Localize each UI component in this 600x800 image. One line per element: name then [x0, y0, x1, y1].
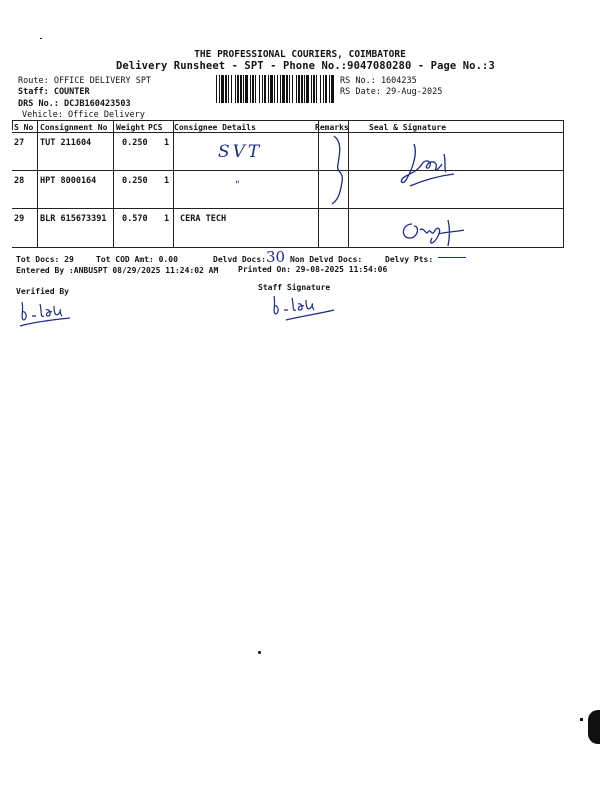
- signature-icon: [398, 214, 468, 252]
- non-delivered-docs: Non Delvd Docs:: [290, 255, 363, 264]
- cell-sno: 29: [14, 214, 25, 224]
- route-label: Route: OFFICE DELIVERY SPT: [18, 76, 152, 86]
- cell-pcs: 1: [164, 214, 170, 224]
- row-divider: [12, 208, 564, 209]
- rs-date: RS Date: 29-Aug-2025: [340, 87, 443, 97]
- delivered-docs: Delvd Docs:: [213, 255, 266, 264]
- drs-label: DRS No.: DCJB160423503: [18, 99, 131, 109]
- cell-consignee: CERA TECH: [180, 214, 227, 224]
- row-divider: [12, 170, 564, 171]
- col-divider: [113, 120, 114, 247]
- handwritten-dash: [438, 257, 466, 258]
- col-divider: [37, 120, 38, 247]
- printed-on: Printed On: 29-08-2025 11:54:06: [238, 265, 388, 274]
- col-divider: [563, 120, 564, 247]
- delivery-points: Delvy Pts:: [385, 255, 434, 264]
- header-pcs: PCS: [148, 123, 163, 132]
- table-header-border: [12, 132, 564, 133]
- cell-weight: 0.570: [122, 214, 148, 224]
- scan-speck: [40, 38, 42, 39]
- header-remarks: Remarks: [315, 123, 349, 132]
- col-divider: [12, 120, 13, 130]
- entered-by: Entered By :ANBUSPT 08/29/2025 11:24:02 AM: [16, 266, 219, 275]
- company-name: THE PROFESSIONAL COURIERS, COIMBATORE: [194, 49, 406, 60]
- binding-mark: [588, 710, 600, 744]
- handwritten-note: SVT: [218, 142, 263, 162]
- cell-weight: 0.250: [122, 138, 148, 148]
- staff-signature-label: Staff Signature: [258, 283, 331, 292]
- rs-number: RS No.: 1604235: [340, 76, 417, 86]
- header-weight: Weight: [116, 123, 145, 132]
- runsheet-subtitle: Delivery Runsheet - SPT - Phone No.:9047080280 - Page No.:3: [116, 60, 495, 72]
- cell-pcs: 1: [164, 138, 170, 148]
- header-sno: S No: [14, 123, 34, 132]
- table-bottom-border: [12, 247, 564, 248]
- signature-icon: [398, 140, 458, 192]
- header-seal: Seal & Signature: [369, 123, 447, 132]
- col-divider: [318, 120, 319, 247]
- col-divider: [173, 120, 174, 247]
- verified-by-label: Verified By: [16, 287, 69, 296]
- signature-icon: [268, 292, 338, 326]
- total-cod-amount: Tot COD Amt: 0.00: [96, 255, 178, 264]
- staff-label: Staff: COUNTER: [18, 87, 90, 97]
- total-docs: Tot Docs: 29: [16, 255, 74, 264]
- barcode-icon: [216, 75, 336, 103]
- header-consignment: Consignment No: [40, 123, 108, 132]
- scan-speck: [580, 718, 583, 721]
- cell-sno: 27: [14, 138, 25, 148]
- table-top-border: [12, 120, 564, 121]
- cell-sno: 28: [14, 176, 25, 186]
- ditto-mark: ": [235, 180, 240, 191]
- cell-consignment: BLR 615673391: [40, 214, 107, 224]
- vehicle-label: Vehicle: Office Delivery: [22, 110, 145, 120]
- signature-icon: [14, 298, 80, 332]
- cell-consignment: TUT 211604: [40, 138, 92, 148]
- remarks-bracket-icon: [330, 134, 350, 210]
- cell-pcs: 1: [164, 176, 170, 186]
- scan-speck: [258, 651, 261, 654]
- cell-consignment: HPT 8000164: [40, 176, 97, 186]
- delivered-count-handwritten: 30: [266, 248, 286, 266]
- header-consignee: Consignee Details: [174, 123, 256, 132]
- cell-weight: 0.250: [122, 176, 148, 186]
